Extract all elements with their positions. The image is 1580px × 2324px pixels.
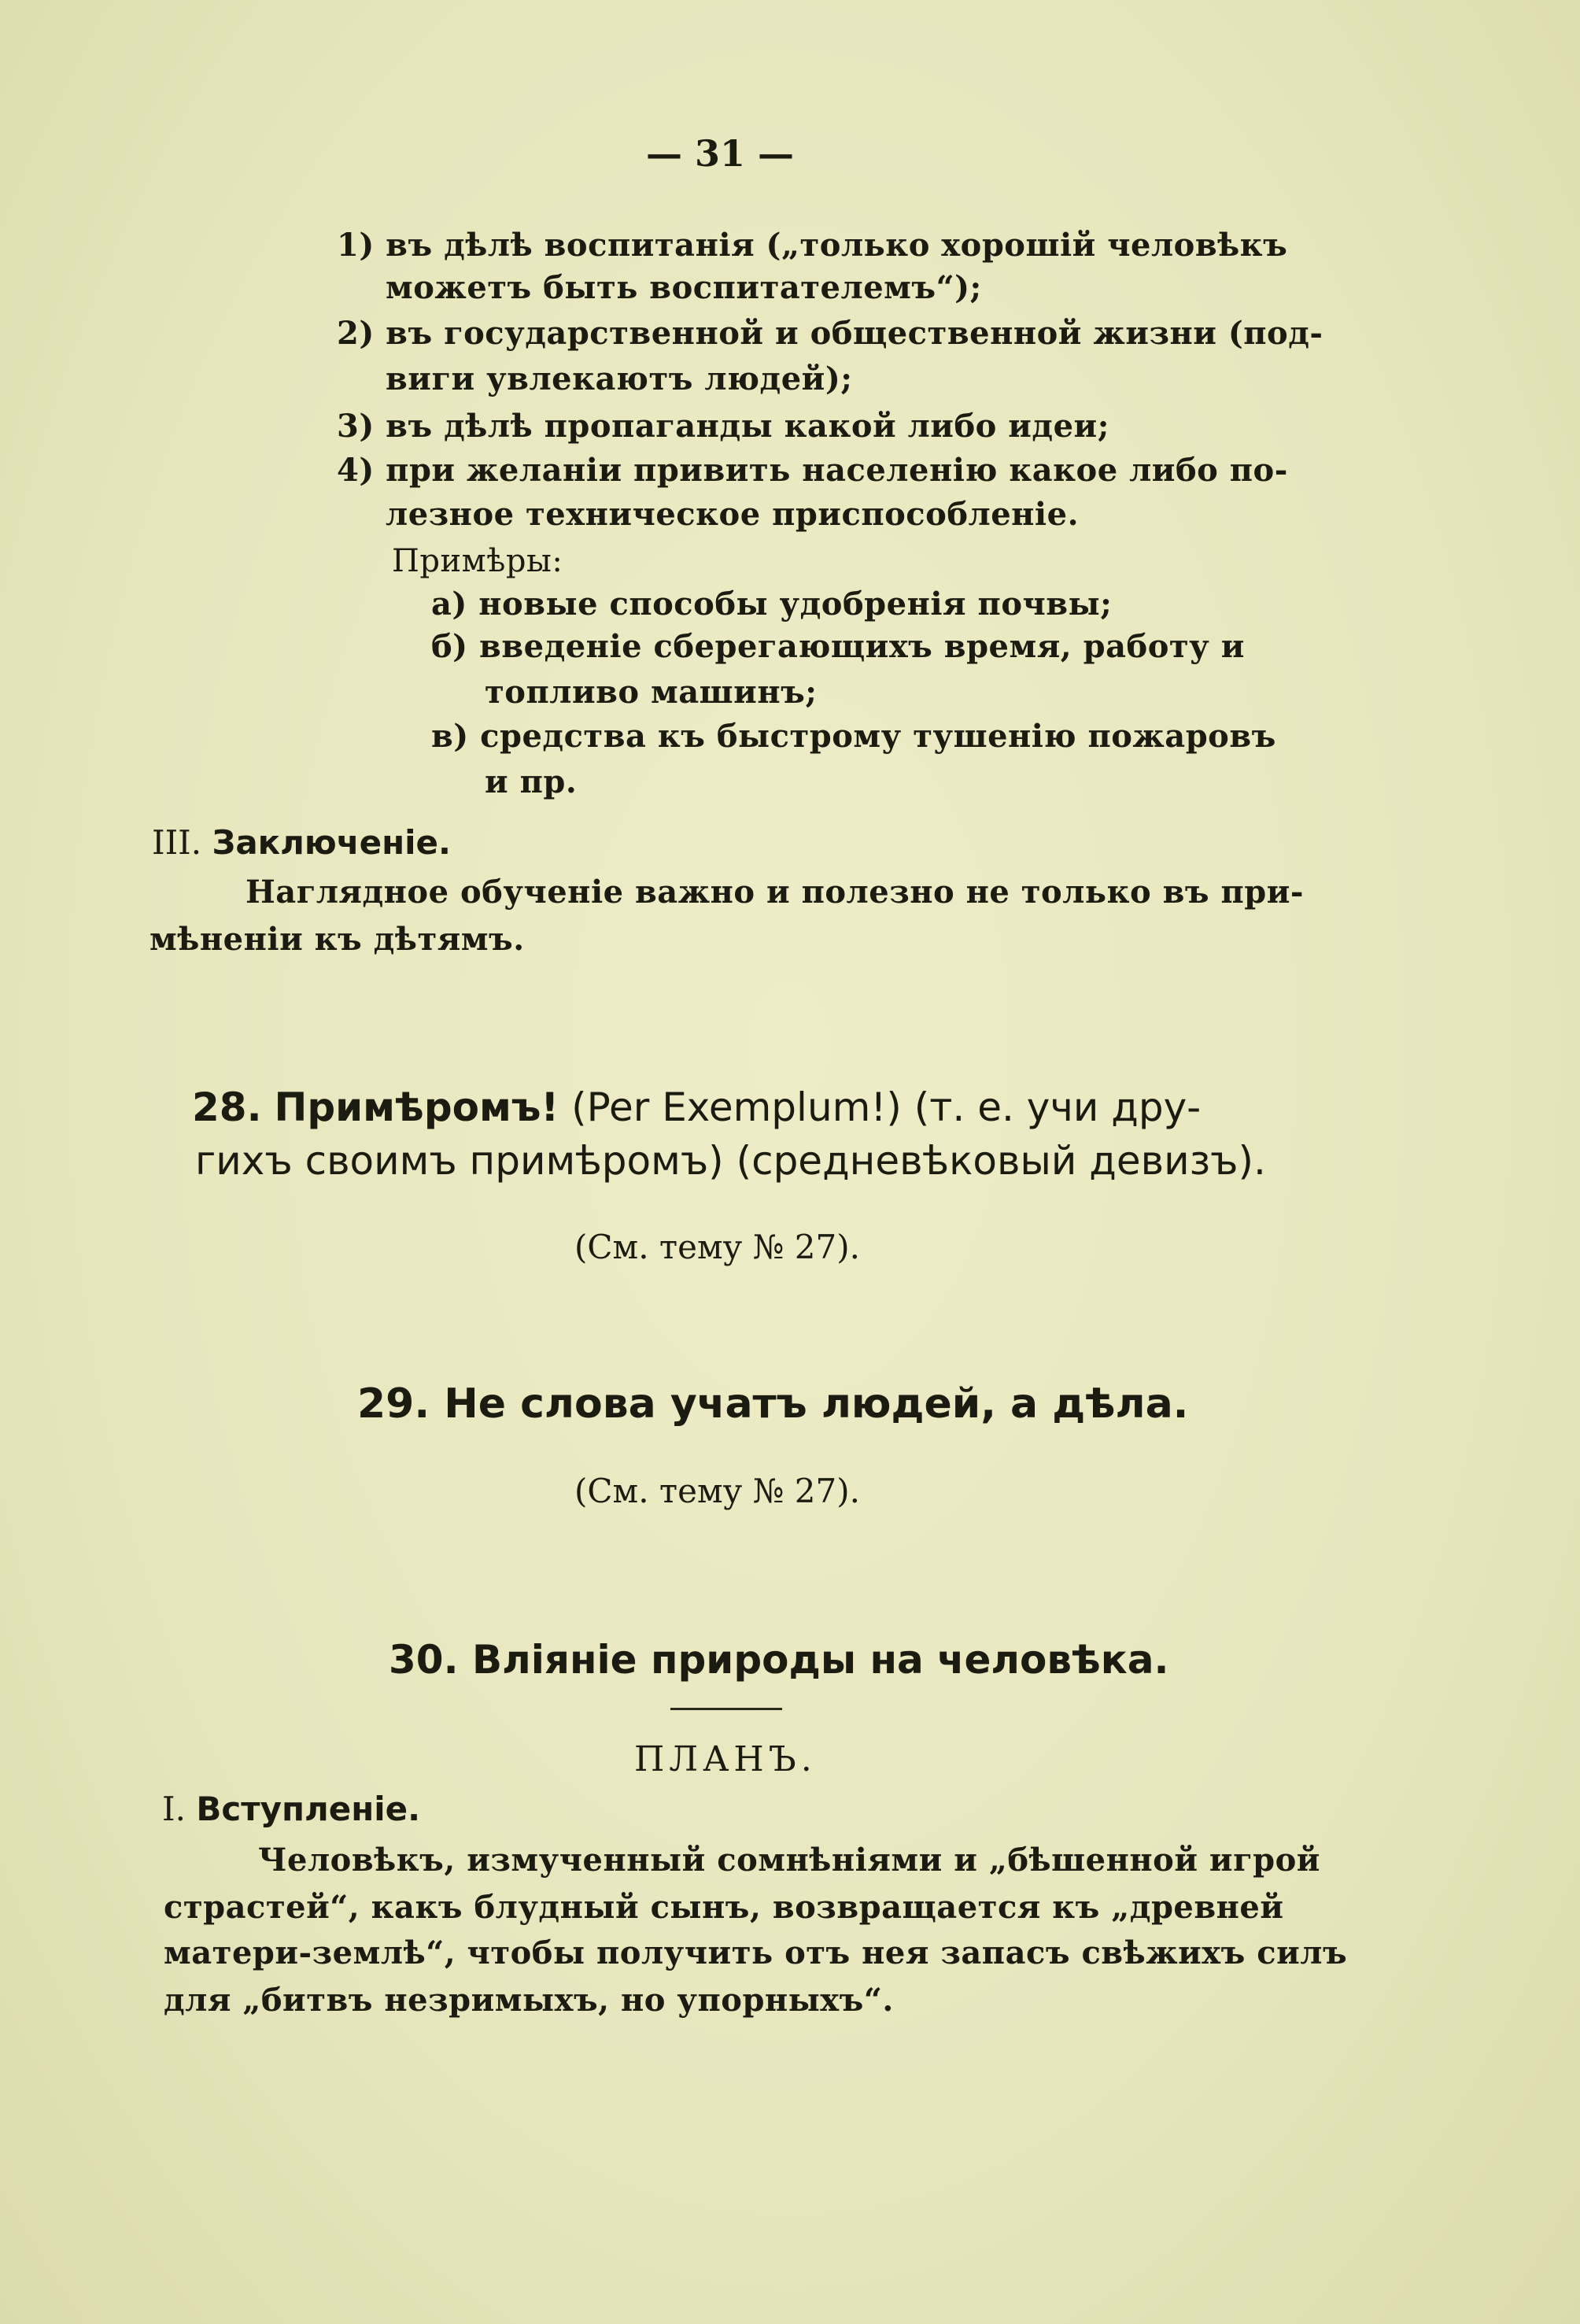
example-b-line-1: б) введеніе сберегающихъ время, работу и — [431, 628, 1245, 665]
plan-heading: ПЛАНЪ. — [634, 1739, 817, 1779]
conclusion-line-1: Наглядное обученіе важно и полезно не только въ при- — [245, 874, 1304, 911]
topic-28-number: 28. — [192, 1084, 262, 1130]
intro-line-4: для „битвъ незримыхъ, но упорныхъ“. — [164, 1982, 894, 2019]
conclusion-heading — [152, 823, 451, 862]
list-item-1-line-2: можетъ быть воспитателемъ“); — [386, 269, 982, 306]
intro-title: Вступленіе. — [196, 1790, 421, 1828]
topic-28-title-line-2: гихъ своимъ примѣромъ) (средневѣковый девизъ). — [195, 1138, 1266, 1184]
page-number: — 31 — — [645, 132, 795, 175]
list-item-4-line-1: 4) при желаніи привить населенію какое либо по- — [337, 452, 1288, 489]
topic-29-reference: (См. тему № 27). — [574, 1472, 860, 1510]
divider — [670, 1708, 782, 1710]
intro-roman: I. — [162, 1790, 186, 1828]
list-item-4-line-2: лезное техническое приспособленіе. — [386, 496, 1080, 533]
topic-29-title: 29. Не слова учатъ людей, а дѣла. — [357, 1380, 1189, 1428]
example-a: а) новые способы удобренія почвы; — [431, 586, 1113, 623]
example-b-line-2: топливо машинъ; — [485, 674, 818, 711]
conclusion-roman: III. — [152, 823, 202, 862]
intro-heading — [162, 1790, 420, 1828]
topic-28-title-rest: (Per Exemplum!) (т. е. учи дру- — [571, 1084, 1202, 1130]
topic-30-title: 30. Вліяніе природы на человѣка. — [389, 1637, 1169, 1683]
example-v-line-2: и пр. — [485, 763, 578, 800]
intro-line-3: матери-землѣ“, чтобы получить отъ нея запасъ свѣжихъ силъ — [164, 1934, 1348, 1971]
topic-28-reference: (См. тему № 27). — [574, 1228, 860, 1266]
list-item-1-line-1: 1) въ дѣлѣ воспитанія („только хорошій человѣкъ — [337, 227, 1288, 264]
examples-heading: Примѣры: — [392, 543, 563, 579]
list-item-2-line-1: 2) въ государственной и общественной жизни (под- — [337, 315, 1323, 352]
conclusion-title: Заключеніе. — [212, 823, 451, 862]
list-item-3: 3) въ дѣлѣ пропаганды какой либо идеи; — [337, 408, 1109, 445]
list-item-2-line-2: виги увлекаютъ людей); — [386, 360, 853, 397]
intro-line-2: страстей“, какъ блудный сынъ, возвращается къ „древней — [164, 1889, 1284, 1926]
conclusion-line-2: мѣненіи къ дѣтямъ. — [150, 921, 525, 958]
example-v-line-1: в) средства къ быстрому тушенію пожаровъ — [431, 718, 1276, 755]
intro-line-1: Человѣкъ, измученный сомнѣніями и „бѣшенной игрой — [258, 1842, 1320, 1879]
topic-28-title-bold: Примѣромъ! — [274, 1084, 559, 1130]
topic-28-title-line-1 — [192, 1084, 1201, 1130]
